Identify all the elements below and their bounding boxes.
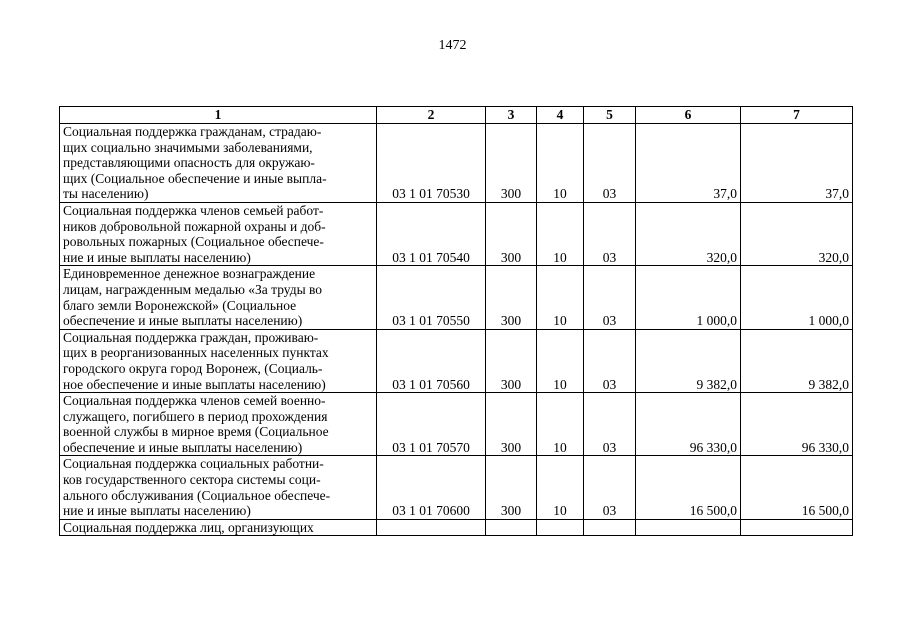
budget-table <box>59 106 853 536</box>
column-header-6: 6 <box>636 107 741 124</box>
row-amount-col7: 320,0 <box>741 202 853 265</box>
column-header-1: 1 <box>60 107 377 124</box>
row-subsection: 03 <box>584 393 636 456</box>
table-row <box>60 393 853 456</box>
row-amount-col6 <box>636 519 741 536</box>
row-section: 10 <box>537 393 584 456</box>
row-description: Единовременное денежное вознаграждение лицам, награжденным медалью «За труды во благо земли Воронежской» (Социальное обеспечение и иные выплаты населению) <box>60 266 377 329</box>
row-expense-type: 300 <box>486 266 537 329</box>
table-row <box>60 329 853 392</box>
table-row <box>60 456 853 519</box>
row-budget-code: 03 1 01 70570 <box>377 393 486 456</box>
column-header-3: 3 <box>486 107 537 124</box>
row-amount-col7: 16 500,0 <box>741 456 853 519</box>
row-amount-col6: 96 330,0 <box>636 393 741 456</box>
row-description: Социальная поддержка лиц, организующих <box>60 519 377 536</box>
row-budget-code: 03 1 01 70530 <box>377 124 486 203</box>
row-expense-type: 300 <box>486 329 537 392</box>
header-row <box>60 107 853 124</box>
row-section: 10 <box>537 456 584 519</box>
row-budget-code <box>377 519 486 536</box>
row-amount-col7: 1 000,0 <box>741 266 853 329</box>
row-expense-type: 300 <box>486 124 537 203</box>
row-section: 10 <box>537 329 584 392</box>
row-amount-col6: 16 500,0 <box>636 456 741 519</box>
table-row <box>60 266 853 329</box>
row-subsection: 03 <box>584 329 636 392</box>
row-expense-type: 300 <box>486 202 537 265</box>
column-header-4: 4 <box>537 107 584 124</box>
row-amount-col7: 37,0 <box>741 124 853 203</box>
column-header-5: 5 <box>584 107 636 124</box>
row-subsection: 03 <box>584 202 636 265</box>
page-number: 1472 <box>438 38 467 53</box>
table-body <box>60 124 853 536</box>
row-subsection: 03 <box>584 266 636 329</box>
row-expense-type: 300 <box>486 456 537 519</box>
row-amount-col6: 9 382,0 <box>636 329 741 392</box>
table-row <box>60 124 853 203</box>
row-amount-col6: 320,0 <box>636 202 741 265</box>
table-row <box>60 202 853 265</box>
row-amount-col6: 37,0 <box>636 124 741 203</box>
row-amount-col7: 96 330,0 <box>741 393 853 456</box>
row-expense-type <box>486 519 537 536</box>
column-header-2: 2 <box>377 107 486 124</box>
row-description: Социальная поддержка членов семей военно- служащего, погибшего в период прохождения военной службы в мирное время (Социальное обеспечение и иные выплаты населению) <box>60 393 377 456</box>
row-amount-col7: 9 382,0 <box>741 329 853 392</box>
row-subsection: 03 <box>584 456 636 519</box>
column-header-7: 7 <box>741 107 853 124</box>
row-section: 10 <box>537 202 584 265</box>
row-description: Социальная поддержка граждан, проживаю- щих в реорганизованных населенных пунктах городского округа город Воронеж, (Социаль- ное обеспечение и иные выплаты населению) <box>60 329 377 392</box>
row-section: 10 <box>537 266 584 329</box>
table-row <box>60 519 853 536</box>
row-budget-code: 03 1 01 70560 <box>377 329 486 392</box>
row-section: 10 <box>537 124 584 203</box>
row-section <box>537 519 584 536</box>
row-description: Социальная поддержка членов семьей работ- ников добровольной пожарной охраны и доб- ровольных пожарных (Социальное обеспече- ние и иные выплаты населению) <box>60 202 377 265</box>
row-description: Социальная поддержка гражданам, страдаю- щих социально значимыми заболеваниями, представляющими опасность для окружаю- щих (Социальное обеспечение и иные выпла- ты населению) <box>60 124 377 203</box>
row-budget-code: 03 1 01 70540 <box>377 202 486 265</box>
row-subsection <box>584 519 636 536</box>
row-budget-code: 03 1 01 70550 <box>377 266 486 329</box>
row-amount-col7 <box>741 519 853 536</box>
row-subsection: 03 <box>584 124 636 203</box>
row-budget-code: 03 1 01 70600 <box>377 456 486 519</box>
row-amount-col6: 1 000,0 <box>636 266 741 329</box>
row-description: Социальная поддержка социальных работни- ков государственного сектора системы соци- ального обслуживания (Социальное обеспече- ние и иные выплаты населению) <box>60 456 377 519</box>
row-expense-type: 300 <box>486 393 537 456</box>
